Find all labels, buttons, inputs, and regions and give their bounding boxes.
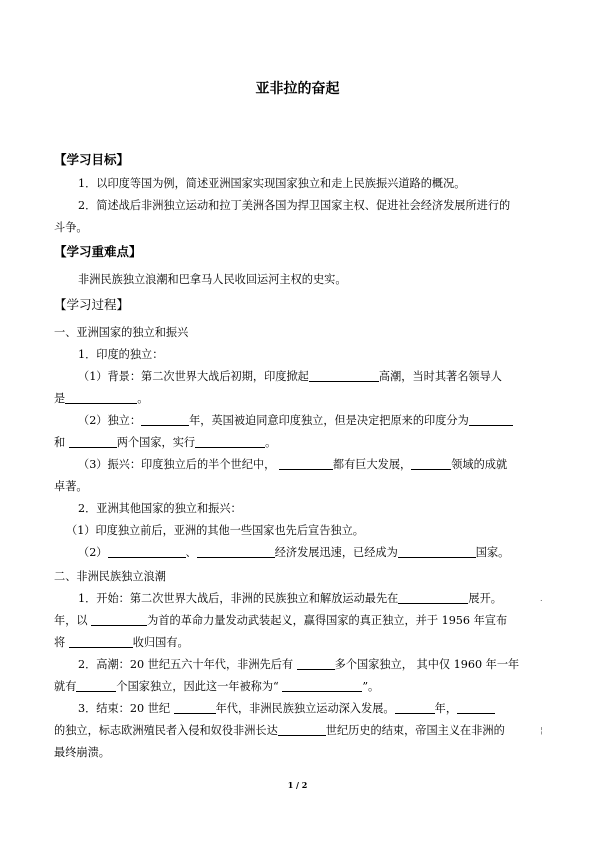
africa-end-line2 — [54, 723, 544, 739]
text: 年， — [434, 702, 458, 715]
text: 高潮，当时其著名领导人 — [378, 370, 502, 383]
blank[interactable] — [76, 679, 116, 692]
blank[interactable] — [469, 413, 513, 426]
goal-2-line1: 2．简述战后非洲独立运动和拉丁美洲各国为捍卫国家主权、促进社会经济发展所进行的 — [78, 199, 511, 212]
part1-heading: 一、亚洲国家的独立和振兴 — [54, 326, 189, 339]
text: 收归国有。 — [132, 636, 189, 649]
blank[interactable] — [69, 635, 133, 648]
text: 年，以 — [54, 614, 88, 627]
blank[interactable] — [174, 701, 216, 714]
process-heading: 【学习过程】 — [54, 297, 130, 312]
blank[interactable] — [398, 545, 476, 558]
asia-others-1: （1）印度独立前后，亚洲的其他一些国家也先后宣告独立。 — [66, 524, 364, 537]
blank[interactable] — [108, 545, 186, 558]
africa-start-line3 — [54, 635, 544, 651]
blank[interactable] — [411, 457, 451, 470]
page-title: 亚非拉的奋起 — [255, 81, 340, 97]
margin-mark: . — [540, 594, 543, 603]
text: 年，英国被迫同意印度独立，但是决定把原来的印度分为 — [189, 414, 469, 427]
text: 。 — [265, 436, 277, 449]
asia-others-2 — [78, 545, 568, 561]
india-subheading: 1．印度的独立： — [78, 348, 164, 361]
blank[interactable] — [279, 457, 333, 470]
text: 多个国家独立， 其中仅 1960 年一年 — [334, 658, 520, 671]
key-points-heading: 【学习重难点】 — [54, 244, 142, 259]
blank[interactable] — [141, 413, 189, 426]
goals-heading: 【学习目标】 — [54, 152, 130, 167]
text: 领域的成就 — [451, 458, 508, 471]
blank[interactable] — [457, 701, 495, 714]
blank[interactable] — [398, 591, 468, 604]
text: （2）独立： — [78, 414, 142, 427]
text: 和 — [54, 436, 66, 449]
text: ”。 — [362, 680, 380, 693]
margin-mark: ¦ — [540, 726, 543, 735]
blank[interactable] — [395, 701, 435, 714]
text: （1）背景：第二次世界大战后初期，印度掀起 — [78, 370, 309, 383]
blank[interactable] — [278, 723, 326, 736]
india-background-line2 — [54, 391, 544, 407]
africa-end-line3: 最终崩溃。 — [54, 746, 110, 759]
text: 国家。 — [475, 546, 510, 559]
blank[interactable] — [197, 545, 275, 558]
africa-start-line — [78, 591, 568, 607]
text: 都有巨大发展， — [332, 458, 412, 471]
key-points-text: 非洲民族独立浪潮和巴拿马人民收回运河主权的史实。 — [78, 273, 347, 286]
blank[interactable] — [282, 679, 362, 692]
text: 展开。 — [468, 592, 502, 605]
text: 世纪历史的结束，帝国主义在非洲的 — [325, 724, 505, 737]
text: （2） — [78, 546, 108, 559]
text: 就有 — [54, 680, 77, 693]
text: 2．高潮：20 世纪五六十年代，非洲先后有 — [78, 658, 294, 671]
india-background-line — [78, 369, 568, 385]
blank[interactable] — [65, 391, 137, 404]
africa-peak-line — [78, 657, 568, 673]
india-revival-line2: 卓著。 — [54, 480, 88, 493]
africa-peak-line2 — [54, 679, 544, 695]
blank[interactable] — [91, 613, 147, 626]
text: 、 — [185, 546, 197, 559]
text: 两个国家，实行 — [116, 436, 196, 449]
text: 1．开始：第二次世界大战后，非洲的民族独立和解放运动最先在 — [78, 592, 399, 605]
text: 。 — [137, 392, 149, 405]
goal-2-line2: 斗争。 — [54, 221, 88, 234]
text: 是 — [54, 392, 66, 405]
africa-end-line — [78, 701, 568, 717]
text: 经济发展迅速，已经成为 — [274, 546, 398, 559]
page-number: 1 / 2 — [287, 780, 308, 790]
blank[interactable] — [297, 657, 335, 670]
text: 为首的革命力量发动武装起义，赢得国家的真正独立，并于 1956 年宣布 — [147, 614, 508, 627]
blank[interactable] — [69, 435, 117, 448]
india-revival-line — [78, 457, 568, 473]
india-independence-line — [78, 413, 568, 429]
text: 将 — [54, 636, 66, 649]
blank[interactable] — [195, 435, 265, 448]
text: （3）振兴：印度独立后的半个世纪中， — [78, 458, 276, 471]
part2-heading: 二、非洲民族独立浪潮 — [54, 570, 166, 583]
text: 3．结束：20 世纪 — [78, 702, 171, 715]
text: 个国家独立，因此这一年被称为“ — [116, 680, 279, 693]
blank[interactable] — [309, 369, 379, 382]
india-independence-line2 — [54, 435, 544, 451]
goal-1: 1．以印度等国为例，简述亚洲国家实现国家独立和走上民族振兴道路的概况。 — [78, 177, 466, 190]
text: 的独立，标志欧洲殖民者入侵和奴役非洲长达 — [54, 724, 278, 737]
asia-others-subheading: 2．亚洲其他国家的独立和振兴： — [78, 502, 242, 515]
text: 年代，非洲民族独立运动深入发展。 — [215, 702, 395, 715]
africa-start-line2 — [54, 613, 544, 629]
